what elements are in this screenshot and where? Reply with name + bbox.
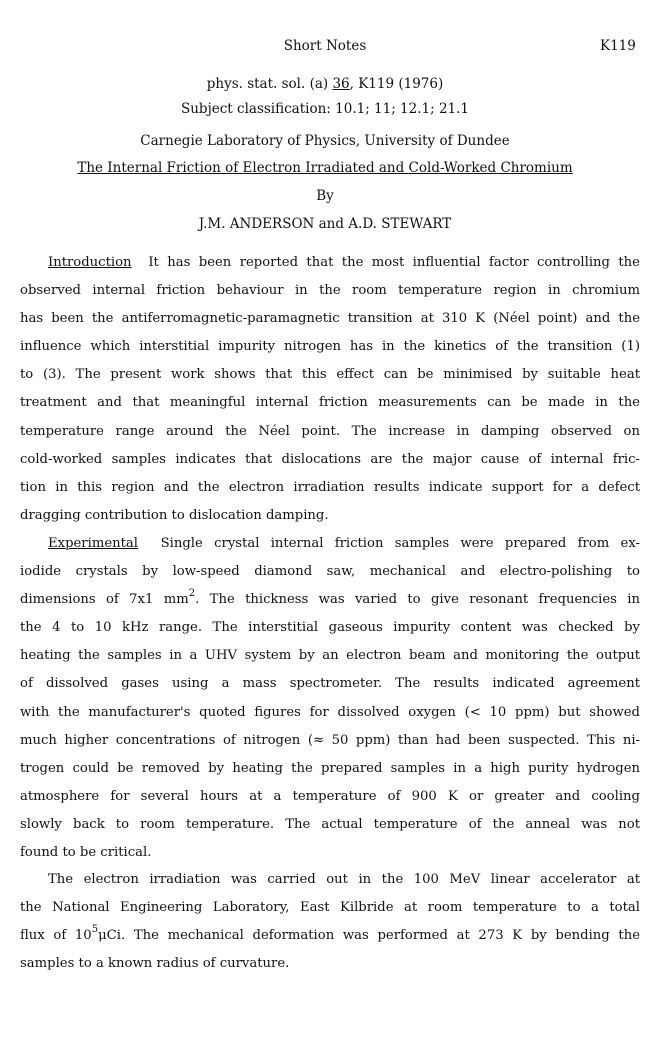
- text-line: with the manufacturer's quoted figures for dissolved oxygen (< 10 ppm) but showed: [20, 704, 640, 720]
- text-line: the 4 to 10 kHz range. The interstitial gaseous impurity content was checked by: [20, 620, 640, 636]
- superscript: 2: [188, 587, 196, 599]
- superscript: 5: [91, 923, 99, 935]
- text-line: atmosphere for several hours at a temperature of 900 K or greater and cooling: [20, 788, 640, 804]
- journal-volume: 36: [332, 76, 350, 92]
- text-line: influence which interstitial impurity nitrogen has in the kinetics of the transition (1): [20, 339, 640, 355]
- text-line: the National Engineering Laboratory, East Kilbride at room temperature to a total: [20, 900, 640, 916]
- text-line: cold-worked samples indicates that dislocations are the major cause of internal fric-: [20, 451, 640, 467]
- byline: By: [316, 188, 334, 204]
- text-line: tion in this region and the electron irradiation results indicate support for a defect: [20, 479, 640, 495]
- article-title-text: The Internal Friction of Electron Irradiated and Cold-Worked Chromium: [77, 160, 573, 176]
- irradiation-paragraph: [20, 866, 640, 978]
- introduction-section: [20, 249, 640, 530]
- text-line: heating the samples in a UHV system by an electron beam and monitoring the output: [20, 648, 640, 664]
- affiliation: Carnegie Laboratory of Physics, University of Dundee: [140, 133, 510, 149]
- text-line: Experimental Single crystal internal friction samples were prepared from ex-: [48, 536, 641, 551]
- page-number: K119: [600, 38, 636, 54]
- text-line: much higher concentrations of nitrogen (≈ 50 ppm) than had been suspected. This ni-: [20, 732, 640, 748]
- experimental-heading: Experimental: [48, 536, 139, 551]
- text-line: dragging contribution to dislocation damping.: [20, 507, 329, 523]
- journal-prefix: phys. stat. sol. (a): [206, 76, 333, 92]
- text-line: Introduction It has been reported that the most influential factor controlling the: [48, 255, 640, 270]
- experimental-section: [20, 530, 640, 867]
- text-line: temperature range around the Néel point. The increase in damping observed on: [20, 423, 640, 439]
- text-line: found to be critical.: [20, 845, 152, 861]
- text-line: treatment and that meaningful internal friction measurements can be made in the: [20, 395, 640, 411]
- text-line: samples to a known radius of curvature.: [20, 956, 290, 972]
- text-line: iodide crystals by low-speed diamond saw, mechanical and electro-polishing to: [20, 564, 640, 580]
- text-line: flux of $10^5\mu Ci$. The mechanical deformation was performed at 273 K by bending the: [20, 923, 641, 944]
- text-line: slowly back to room temperature. The actual temperature of the anneal was not: [20, 816, 640, 832]
- running-title: Short Notes: [283, 38, 367, 54]
- text-line: trogen could be removed by heating the prepared samples in a high purity hydrogen: [20, 760, 640, 776]
- text-line: of dissolved gases using a mass spectrometer. The results indicated agreement: [20, 676, 640, 692]
- text-line: dimensions of 7x1 $mm^2$. The thickness was varied to give resonant frequencies in: [20, 587, 640, 608]
- article-title: [0, 160, 650, 176]
- journal-citation: [0, 76, 650, 92]
- subject-classification: Subject classification: 10.1; 11; 12.1; 21.1: [180, 101, 470, 117]
- text-line: The electron irradiation was carried out in the 100 MeV linear accelerator at: [48, 872, 640, 887]
- text-line: observed internal friction behaviour in the room temperature region in chromium: [20, 283, 640, 299]
- text-line: to (3). The present work shows that this effect can be minimised by suitable heat: [20, 367, 640, 383]
- text-line: has been the antiferromagnetic-paramagnetic transition at 310 K (Néel point) and the: [20, 311, 640, 327]
- introduction-heading: Introduction: [48, 255, 132, 270]
- journal-suffix: , K119 (1976): [349, 76, 444, 92]
- authors: J.M. ANDERSON and A.D. STEWART: [198, 216, 452, 232]
